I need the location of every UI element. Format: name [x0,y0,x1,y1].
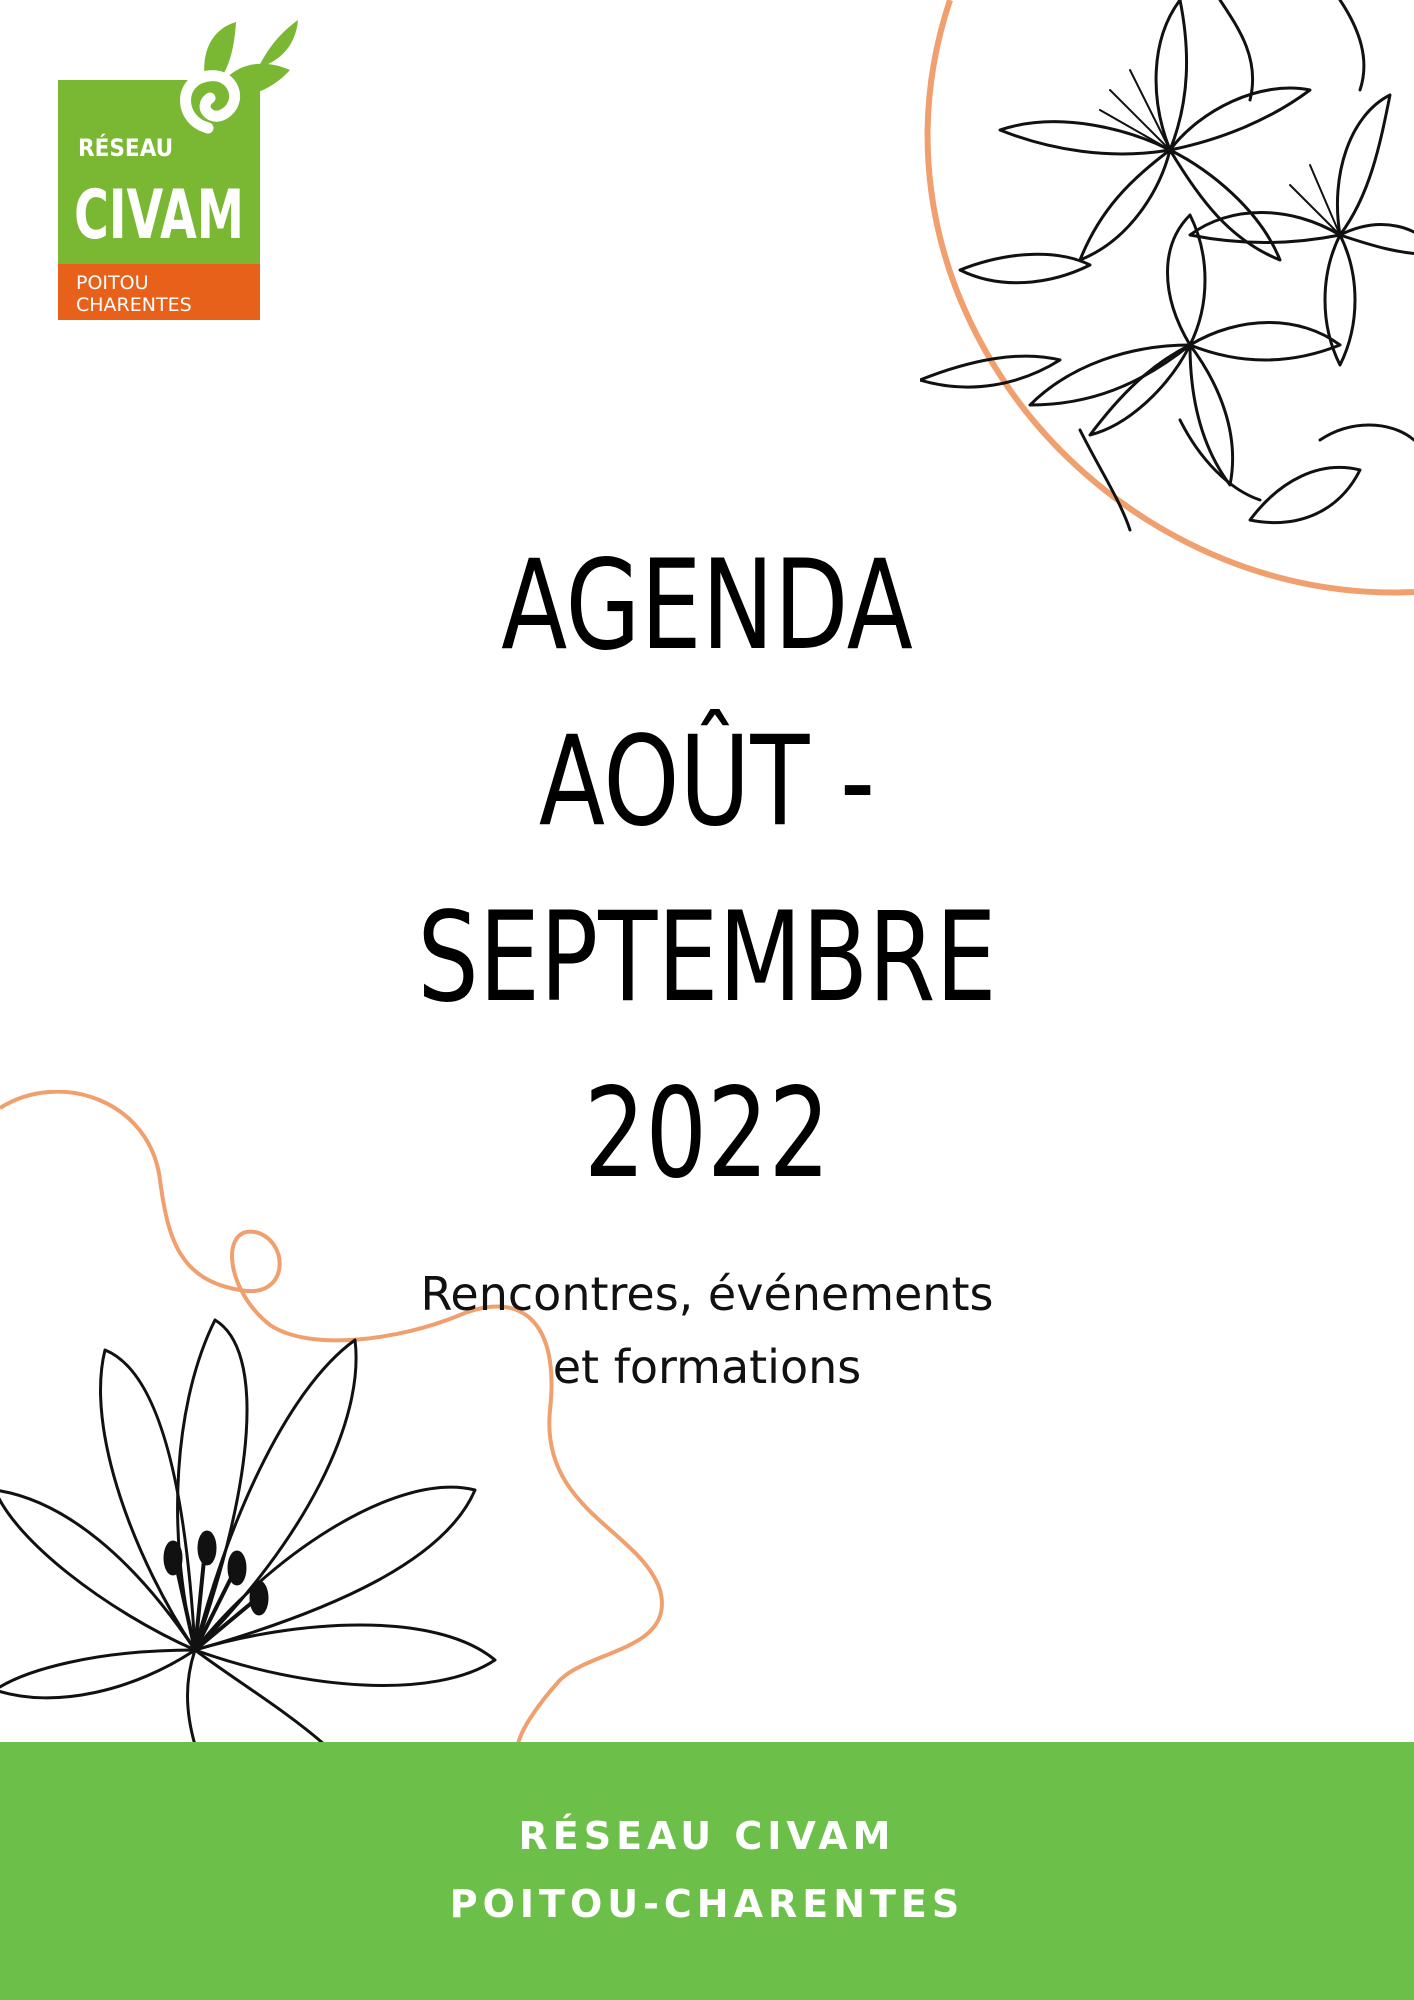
title-line: AGENDA [501,534,913,678]
subtitle-line: et formations [552,1340,862,1394]
footer-line: RÉSEAU CIVAM [518,1814,896,1858]
civam-logo [58,10,320,320]
subtitle-line: Rencontres, événements [420,1267,994,1321]
bud-icon [960,254,1090,282]
footer-organization [0,1802,1414,1938]
agenda-subtitle [0,1258,1414,1404]
logo-line2: CIVAM [74,176,244,255]
footer-line: POITOU-CHARENTES [449,1882,965,1926]
bud-icon [1250,467,1360,522]
leaf-icon [258,20,298,68]
title-line: SEPTEMBRE [417,886,997,1030]
lily-flower-icon [1030,215,1340,485]
lily-flower-icon [1000,0,1310,260]
agenda-title [156,518,1259,1222]
title-line: 2022 [583,1062,831,1206]
logo-line4: CHARENTES [76,294,192,316]
logo-line3: POITOU [76,272,149,294]
bud-icon [920,356,1060,387]
lily-flowers-top-illustration [920,0,1414,605]
title-line: AOÛT - [538,710,876,854]
logo-line1: RÉSEAU [78,134,174,162]
